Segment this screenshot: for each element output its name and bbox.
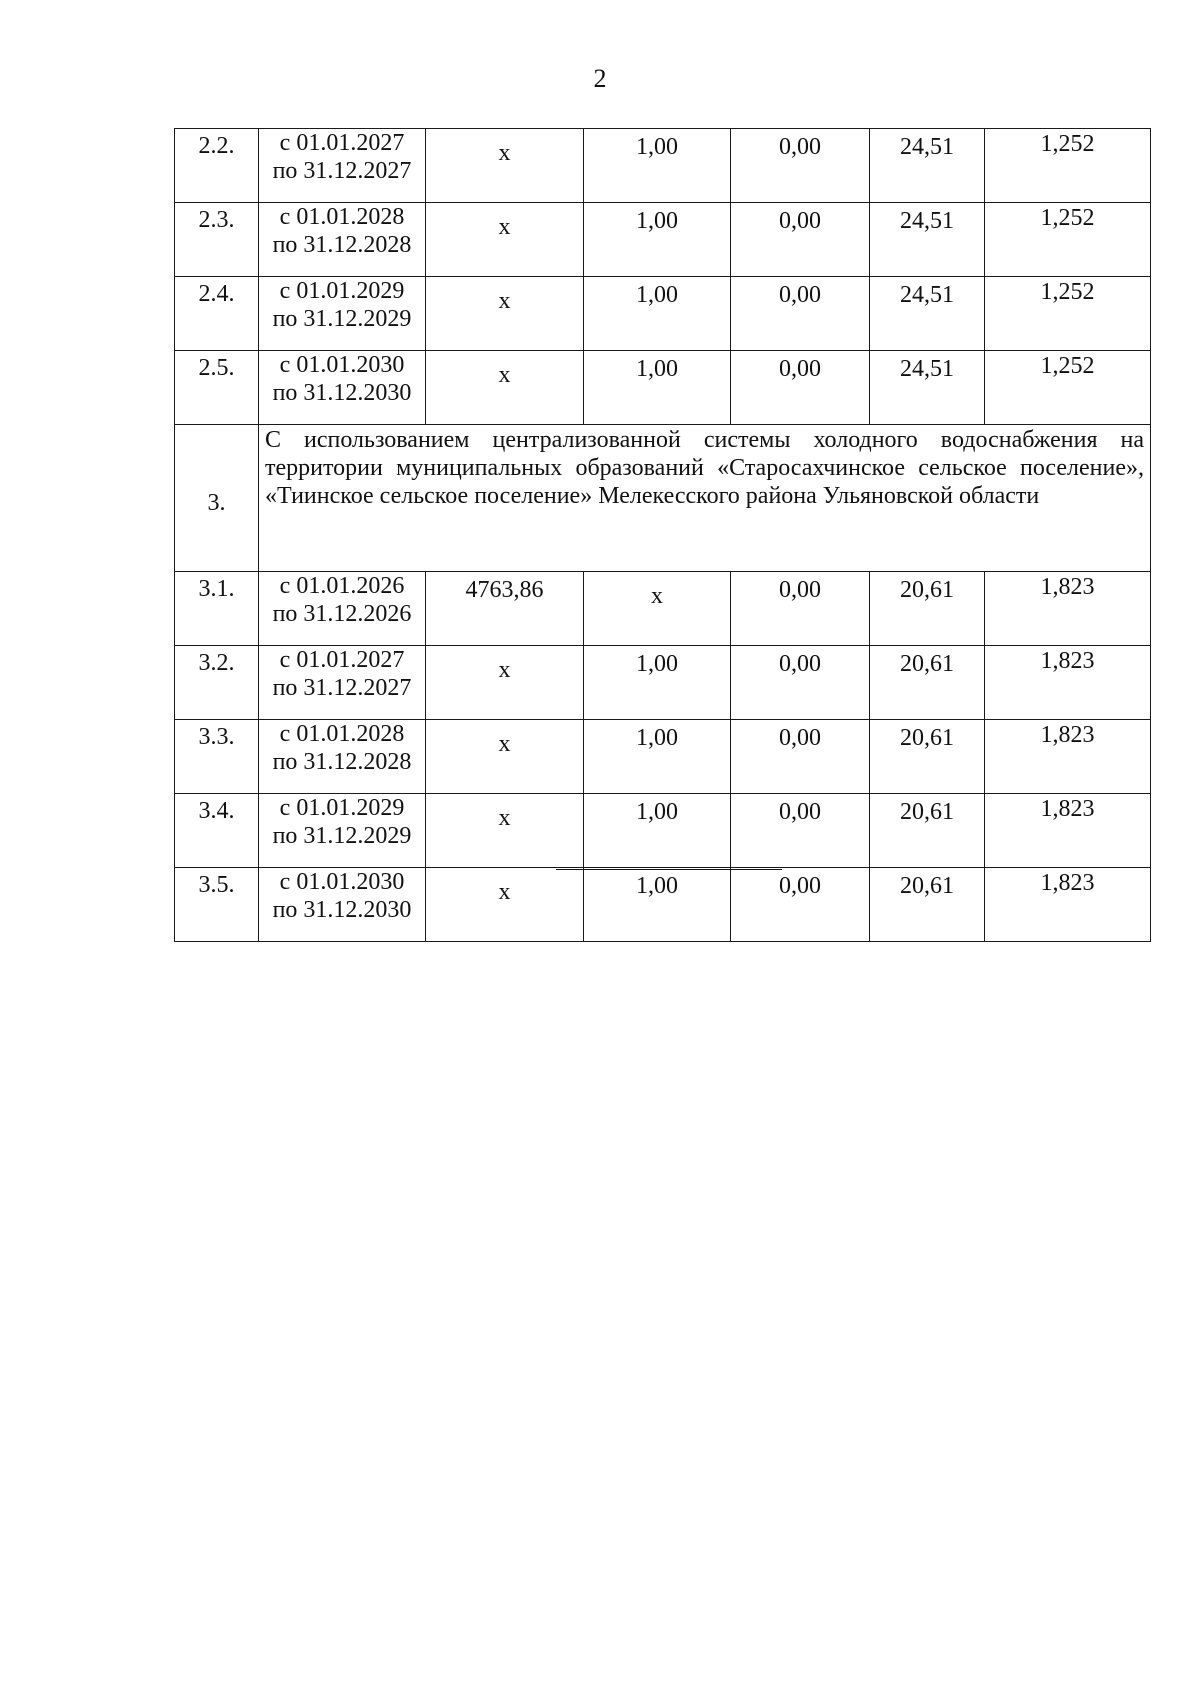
value-col-3: 0,00 [731,572,870,646]
period-to: по 31.12.2030 [272,897,412,923]
value-col-1: 4763,86 [426,572,584,646]
section-description: С использованием централизованной системы холодного водоснабжения на территории муниципальных образований «Старосахчинское сельское поселение», «Тиинское сельское поселение» Мелекесского района Ульяновской области [259,425,1151,572]
value-col-3: 0,00 [731,868,870,942]
period-to: по 31.12.2029 [272,306,412,332]
table-row [175,720,1151,794]
section-number: 3. [175,425,259,572]
row-number: 3.2. [175,646,259,720]
row-number: 2.5. [175,351,259,425]
table-row [175,794,1151,868]
period-to: по 31.12.2028 [272,749,412,775]
period-from: с 01.01.2030 [279,352,405,378]
value-col-2: 1,00 [584,277,731,351]
table-row [175,203,1151,277]
period-to: по 31.12.2027 [272,158,412,184]
period-from: с 01.01.2026 [279,573,405,599]
period-cell [259,203,426,277]
row-number: 3.4. [175,794,259,868]
period-cell [259,794,426,868]
period-from: с 01.01.2027 [279,647,405,673]
period-cell [259,129,426,203]
row-number: 3.1. [175,572,259,646]
value-col-4: 20,61 [870,720,985,794]
value-col-3: 0,00 [731,351,870,425]
value-col-5: 1,823 [985,720,1151,794]
value-col-3: 0,00 [731,203,870,277]
value-col-5: 1,823 [985,572,1151,646]
value-col-2: 1,00 [584,351,731,425]
period-cell [259,720,426,794]
value-col-1: х [426,868,584,942]
value-col-1: х [426,129,584,203]
value-col-4: 20,61 [870,794,985,868]
value-col-3: 0,00 [731,129,870,203]
value-col-5: 1,823 [985,868,1151,942]
value-col-1: х [426,277,584,351]
table-row [175,277,1151,351]
value-col-4: 24,51 [870,129,985,203]
value-col-1: х [426,203,584,277]
period-to: по 31.12.2029 [272,823,412,849]
table-row [175,868,1151,942]
period-from: с 01.01.2027 [279,130,405,156]
row-number: 2.4. [175,277,259,351]
value-col-4: 24,51 [870,203,985,277]
value-col-1: х [426,794,584,868]
table-row [175,646,1151,720]
value-col-4: 24,51 [870,277,985,351]
row-number: 3.3. [175,720,259,794]
value-col-2: 1,00 [584,794,731,868]
period-cell [259,277,426,351]
table-row [175,572,1151,646]
period-cell [259,868,426,942]
value-col-5: 1,252 [985,351,1151,425]
period-from: с 01.01.2029 [279,795,405,821]
page-number: 2 [593,64,607,93]
period-to: по 31.12.2027 [272,675,412,701]
table-row [175,351,1151,425]
value-col-2: 1,00 [584,129,731,203]
tariff-table [174,128,1151,942]
section-row [175,425,1151,572]
value-col-3: 0,00 [731,720,870,794]
value-col-4: 20,61 [870,572,985,646]
value-col-2: х [584,572,731,646]
period-cell [259,646,426,720]
value-col-4: 24,51 [870,351,985,425]
period-cell [259,351,426,425]
value-col-5: 1,823 [985,794,1151,868]
period-to: по 31.12.2030 [272,380,412,406]
period-cell [259,572,426,646]
end-separator-line [556,869,782,870]
value-col-3: 0,00 [731,277,870,351]
value-col-4: 20,61 [870,868,985,942]
value-col-3: 0,00 [731,794,870,868]
value-col-1: х [426,646,584,720]
row-number: 2.2. [175,129,259,203]
row-number: 3.5. [175,868,259,942]
period-from: с 01.01.2029 [279,278,405,304]
value-col-2: 1,00 [584,720,731,794]
value-col-1: х [426,351,584,425]
period-from: с 01.01.2028 [279,721,405,747]
value-col-2: 1,00 [584,646,731,720]
row-number: 2.3. [175,203,259,277]
table-row [175,129,1151,203]
value-col-5: 1,252 [985,129,1151,203]
value-col-4: 20,61 [870,646,985,720]
period-from: с 01.01.2030 [279,869,405,895]
period-to: по 31.12.2028 [272,232,412,258]
value-col-1: х [426,720,584,794]
period-to: по 31.12.2026 [272,601,412,627]
value-col-2: 1,00 [584,868,731,942]
value-col-5: 1,823 [985,646,1151,720]
value-col-3: 0,00 [731,646,870,720]
table-body [175,129,1151,942]
value-col-5: 1,252 [985,277,1151,351]
value-col-2: 1,00 [584,203,731,277]
period-from: с 01.01.2028 [279,204,405,230]
value-col-5: 1,252 [985,203,1151,277]
